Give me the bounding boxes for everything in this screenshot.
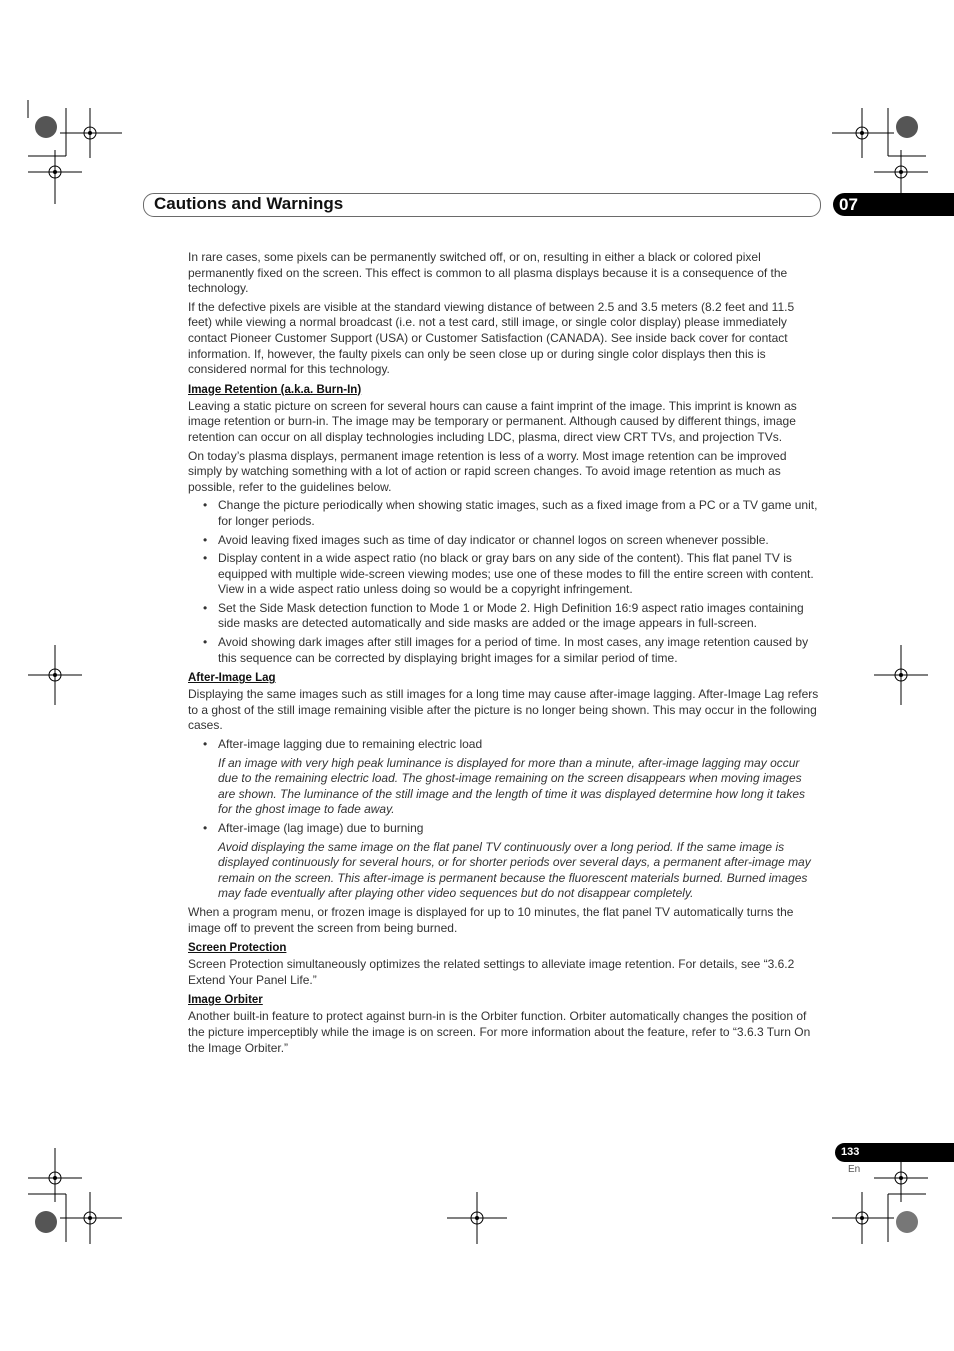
- paragraph: On today’s plasma displays, permanent image retention is less of a worry. Most image retention can be improved simply by watching something with a lot of action or rapid screen changes. To avoid image retention as much as possible, refer to the guidelines below.: [188, 448, 787, 494]
- heading-screen-protection: Screen Protection: [188, 942, 287, 955]
- after-image-cases-list: [188, 737, 820, 902]
- list-item: • Display content in a wide aspect ratio (no black or gray bars on any side of the content). This flat panel TV is equipped with multiple wide-screen viewing modes; use one of these modes to fill the entire screen with content. View in a wide aspect ratio unless doing so would be a copyright infringement.: [203, 551, 814, 597]
- list-item: • After-image lagging due to remaining electric load If an image with very high peak luminance is displayed for more than a minute, after-image lagging may occur due to the remaining electric load. The ghost-image remaining on the screen disappears when moving images are shown. The luminance of the still image and the length of time it was displayed determine how long it takes for the ghost image to fade away.: [188, 737, 820, 818]
- bullet-icon: •: [203, 635, 208, 650]
- paragraph: In rare cases, some pixels can be permanently switched off, or on, resulting in either a black or colored pixel permanently fixed on the screen. This effect is common to all plasma displays because it is a consequence of the technology.: [188, 250, 788, 296]
- chapter-number: 07: [839, 195, 858, 214]
- list-item-note: If an image with very high peak luminance is displayed for more than a minute, after-image lagging may occur due to the remaining electric load. The ghost-image remaining on the screen disappears when moving images are shown. The luminance of the still image and the length of time it was displayed determine how long it takes for the ghost image to fade away.: [218, 755, 805, 817]
- list-item: • Avoid showing dark images after still images for a period of time. In most cases, any image retention caused by this sequence can be corrected by displaying bright images for a similar period of time.: [203, 635, 809, 665]
- bullet-icon: •: [203, 498, 208, 513]
- page-number: 133: [841, 1146, 860, 1158]
- bullet-icon: •: [203, 737, 208, 752]
- heading-image-orbiter: Image Orbiter: [188, 994, 263, 1007]
- retention-guidelines-list: [188, 498, 820, 666]
- list-item-note: Avoid displaying the same image on the flat panel TV continuously over a long period. If the same image is displayed continuously for several hours, or for shorter periods over several days, a permanent after-image may remain on the screen. This after-image is permanent because the fluorescent materials burned. Burned images may fade eventually after playing other video sequences but do not disappear completely.: [218, 839, 811, 901]
- list-item: • Change the picture periodically when showing static images, such as a fixed image from a PC or a TV game unit, for longer periods.: [203, 498, 818, 528]
- paragraph: Another built-in feature to protect against burn-in is the Orbiter function. Orbiter automatically changes the position of the picture imperceptibly while the image is on screen. For more information about the feature, refer to “3.6.3 Turn On the Image Orbiter.”: [188, 1009, 811, 1055]
- list-item: • After-image (lag image) due to burning Avoid displaying the same image on the flat panel TV continuously over a long period. If the same image is displayed continuously for several hours, or for shorter periods over several days, a permanent after-image may remain on the screen. This after-image is permanent because the fluorescent materials burned. Burned images may fade eventually after playing other video sequences but do not disappear completely.: [188, 821, 820, 902]
- bullet-icon: •: [203, 600, 208, 615]
- heading-after-image-lag: After-Image Lag: [188, 672, 276, 685]
- list-item: • Avoid leaving fixed images such as time of day indicator or channel logos on screen whenever possible.: [203, 532, 769, 547]
- bullet-icon: •: [203, 821, 208, 835]
- paragraph: Leaving a static picture on screen for several hours can cause a faint imprint of the image. This imprint is known as image retention or burn-in. The image may be temporary or permanent. Although caused by different things, image retention can occur on all display technologies including LDC, plasma, direct view CRT TVs, and projection TVs.: [188, 398, 797, 444]
- section-title: Cautions and Warnings: [154, 194, 344, 213]
- paragraph: Screen Protection simultaneously optimizes the related settings to alleviate image retention. For details, see “3.6.2 Extend Your Panel Life.”: [188, 957, 795, 987]
- bullet-icon: •: [203, 532, 208, 547]
- paragraph: If the defective pixels are visible at the standard viewing distance of between 2.5 and 3.5 meters (8.2 feet and 11.5 feet) while viewing a normal broadcast (i.e. not a test card, still image, or single color display) please immediately contact Pioneer Customer Support (USA) or Customer Satisfaction (CANADA). See inside back cover for contact information. If, however, the faulty pixels can only be seen close up or during single color displays then this is considered normal for this technology.: [188, 299, 795, 377]
- bullet-icon: •: [203, 551, 208, 566]
- page-language: En: [848, 1164, 861, 1175]
- paragraph: Displaying the same images such as still images for a long time may cause after-image lagging. After-Image Lag refers to a ghost of the still image remaining visible after the picture is no longer being shown. This may occur in the following cases.: [188, 687, 819, 733]
- paragraph: When a program menu, or frozen image is displayed for up to 10 minutes, the flat panel TV automatically turns the image off to prevent the screen from being burned.: [188, 904, 794, 935]
- list-item: • Set the Side Mask detection function to Mode 1 or Mode 2. High Definition 16:9 aspect ratio images containing side masks are detected automatically and side masks are added or the image appears in full-screen.: [203, 600, 804, 631]
- page-content: [188, 250, 820, 1059]
- heading-image-retention: Image Retention (a.k.a. Burn-In): [188, 383, 362, 396]
